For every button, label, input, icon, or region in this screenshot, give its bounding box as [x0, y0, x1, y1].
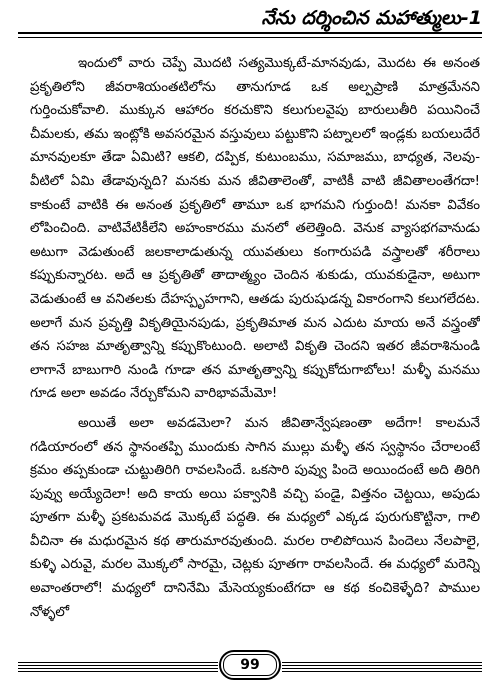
book-title: నేను దర్శించిన మహాత్ములు-1 [261, 7, 482, 29]
paragraph [30, 412, 480, 624]
header-rule [18, 37, 482, 38]
footer-ornament [18, 660, 218, 672]
footer-ornament [282, 660, 482, 672]
page-number: 99 [223, 654, 277, 676]
paragraph-text: అయితే అలా అవడమెలా? మన జీవితాన్వేషణంతా అదేగా! కాలమనే గడియారంలో తన స్థానంతప్పి ముందుకు సాగిన ముల్లు మళ్ళీ తన స్వస్థానం చేరాలంటే క్రమం తప్పకుండా చుట్టుతిరిగి రావలసిందే. ఒకసారి పువ్వు పిందె అయిందంటే అది తిరిగి పువ్వు అయ్యేదెలా! అది కాయ అయి పక్వానికి వచ్చి పండై, విత్తనం చెట్టయి, అపుడు పూతగా మళ్ళీ ప్రకటమవడ మొక్కటే పద్ధతి. ఈ మధ్యలో ఎక్కడ పురుగుకొట్టినా, గాలి వీచినా ఈ మధురమైన కథ తారుమారవుతుంది. మరల రాలిపోయిన పిందెలు నేలపాలై, కుళ్ళి ఎరువై, మరల మొక్కలో సారమై, చెట్లకు పూతగా రావలసిందే. ఈ మధ్యలో మరెన్ని అవాంతరాలో! మధ్యలో దానినేమి మేసెయ్యకుంటేగదా ఆ కథ కంచికెళ్ళేది? పాముల నోళ్ళలో [30, 415, 480, 620]
running-header [18, 6, 482, 40]
paragraph-text: ఇందులో వారు చెప్పే మొదటి సత్యమొక్కటే-మానవుడు, మొదట ఈ అనంత ప్రకృతిలోని జీవరాశియంతటిలోను తానుగూడ ఒక అల్పప్రాణి మాత్రమేనని గుర్తించుకోవాలి. ముక్కున ఆహారం కరచుకొని కలుగులవైపు బారులుతీరి పయినించే చీమలకు, తమ ఇంట్లోకి అవసరమైన వస్తువులు పట్టుకొని పట్నాలలో ఇండ్లకు బయలుదేరే మానవులకూ తేడా ఏమిటి? ఆకలి, దప్పిక, కుటుంబము, సమాజము, బాధ్యత, నెలవు-వీటిలో ఏమి తేడావున్నది? మనకు మన జీవితాలెంతో, వాటికీ వాటి జీవితాలంతేగదా! కాకుంటే వాటికి ఈ అనంత ప్రకృతిలో తామూ ఒక భాగమని గుర్తుంది! మనకా వివేకం లోపించింది. వాటివేటికీలేని అహంకారము మనలో తలెత్తింది. వెనుక వ్యాసభగవానుడు అటుగా వెడుతుంటే జలకాలాడుతున్న యువతులు కంగారుపడి వస్త్రాలతో శరీరాలు కప్పుకున్నారట. అదే ఆ ప్రకృతితో తాదాత్మ్యం చెందిన శుకుడు, యువకుడైనా, అటుగా వెడుతుంటే ఆ వనితలకు దేహస్పృహగాని, ఆతడు పురుషుడన్న వికారంగాని కలుగలేదట. అలాగే మన ప్రవృత్తి వికృతియైనపుడు, ప్రకృతిమాత మన ఎదుట మాయ అనే వస్త్రంతో తన సహజ మాతృత్వాన్ని కప్పుకొంటుంది. అలాటి వికృతి చెందని ఇతర జీవరాశినుండి లాగానే బాబుగారి నుండి గూడా తన మాతృత్వాన్ని కప్పుకోదుగాబోలు! మళ్ళీ మనము గూడ అలా అవడం నేర్చుకోమని వారిభావమేమో! [30, 56, 480, 402]
paragraph [30, 52, 480, 406]
page-body [30, 52, 480, 632]
page-footer [18, 650, 482, 686]
header-rule [18, 32, 482, 34]
page-number-badge [219, 650, 281, 680]
